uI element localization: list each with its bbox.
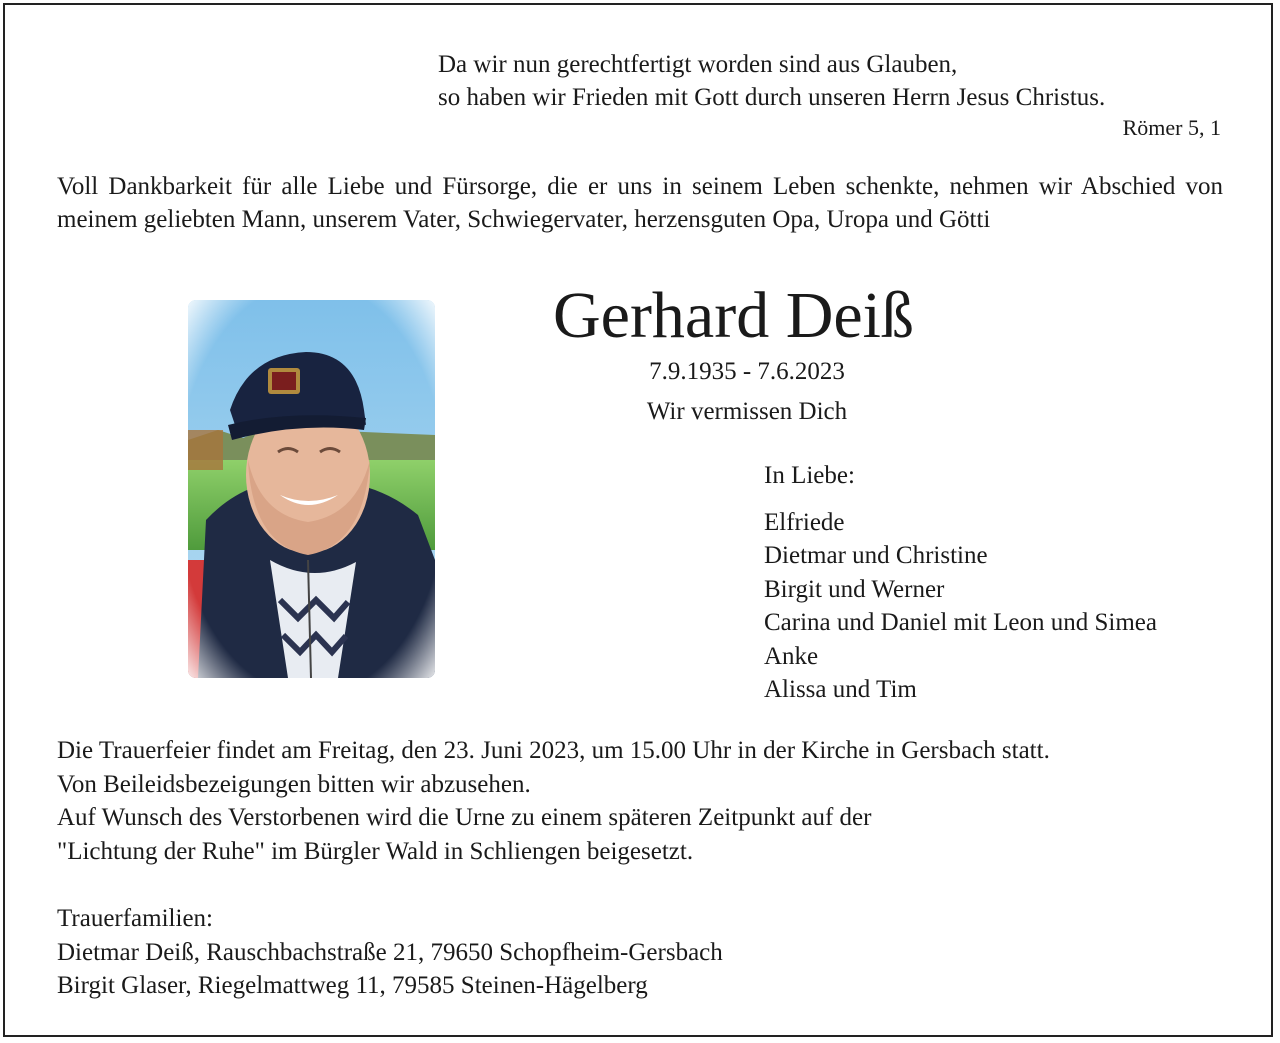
service-line: Auf Wunsch des Verstorbenen wird die Urne zu einem späteren Zeitpunkt auf der xyxy=(57,804,872,831)
verse-reference: Römer 5, 1 xyxy=(1122,115,1221,140)
service-line: Die Trauerfeier findet am Freitag, den 23. Juni 2023, um 15.00 Uhr in der Kirche in Gersbach statt. xyxy=(57,737,1050,764)
family-list xyxy=(764,459,1157,707)
verse-line-1: Da wir nun gerechtfertigt worden sind aus Glauben, xyxy=(438,51,958,78)
service-info xyxy=(57,734,1247,868)
intro-text: Voll Dankbarkeit für alle Liebe und Fürsorge, die er uns in seinem Leben schenkte, nehmen wir Abschied von meinem geliebten Mann, unserem Vater, Schwiegervater, herzensguten Opa, Uropa und Götti xyxy=(57,173,1223,233)
mourning-families xyxy=(57,902,1247,1003)
life-dates: 7.9.1935 - 7.6.2023 xyxy=(649,358,845,385)
family-member: Dietmar und Christine xyxy=(764,542,988,569)
family-member: Birgit und Werner xyxy=(764,575,945,603)
mourner-address: Dietmar Deiß, Rauschbachstraße 21, 79650 Schopfheim-Gersbach xyxy=(57,938,723,966)
family-heading: In Liebe: xyxy=(764,462,855,489)
verse-line-2: so haben wir Frieden mit Gott durch unseren Herrn Jesus Christus. xyxy=(438,84,1106,111)
family-member: Alissa und Tim xyxy=(764,676,917,703)
deceased-name: Gerhard Deiß xyxy=(553,279,915,352)
portrait-photo xyxy=(188,300,435,678)
bible-verse xyxy=(438,48,1228,142)
mourner-address: Birgit Glaser, Riegelmattweg 11, 79585 Steinen-Hägelberg xyxy=(57,972,648,999)
service-line: Von Beileidsbezeigungen bitten wir abzusehen. xyxy=(57,770,531,798)
family-member: Carina und Daniel mit Leon und Simea xyxy=(764,609,1157,636)
mourners-heading: Trauerfamilien: xyxy=(57,905,213,932)
family-member: Anke xyxy=(764,642,819,670)
farewell-message: Wir vermissen Dich xyxy=(646,398,848,425)
service-line: "Lichtung der Ruhe" im Bürgler Wald in Schliengen beigesetzt. xyxy=(57,837,694,865)
family-member: Elfriede xyxy=(764,508,845,536)
